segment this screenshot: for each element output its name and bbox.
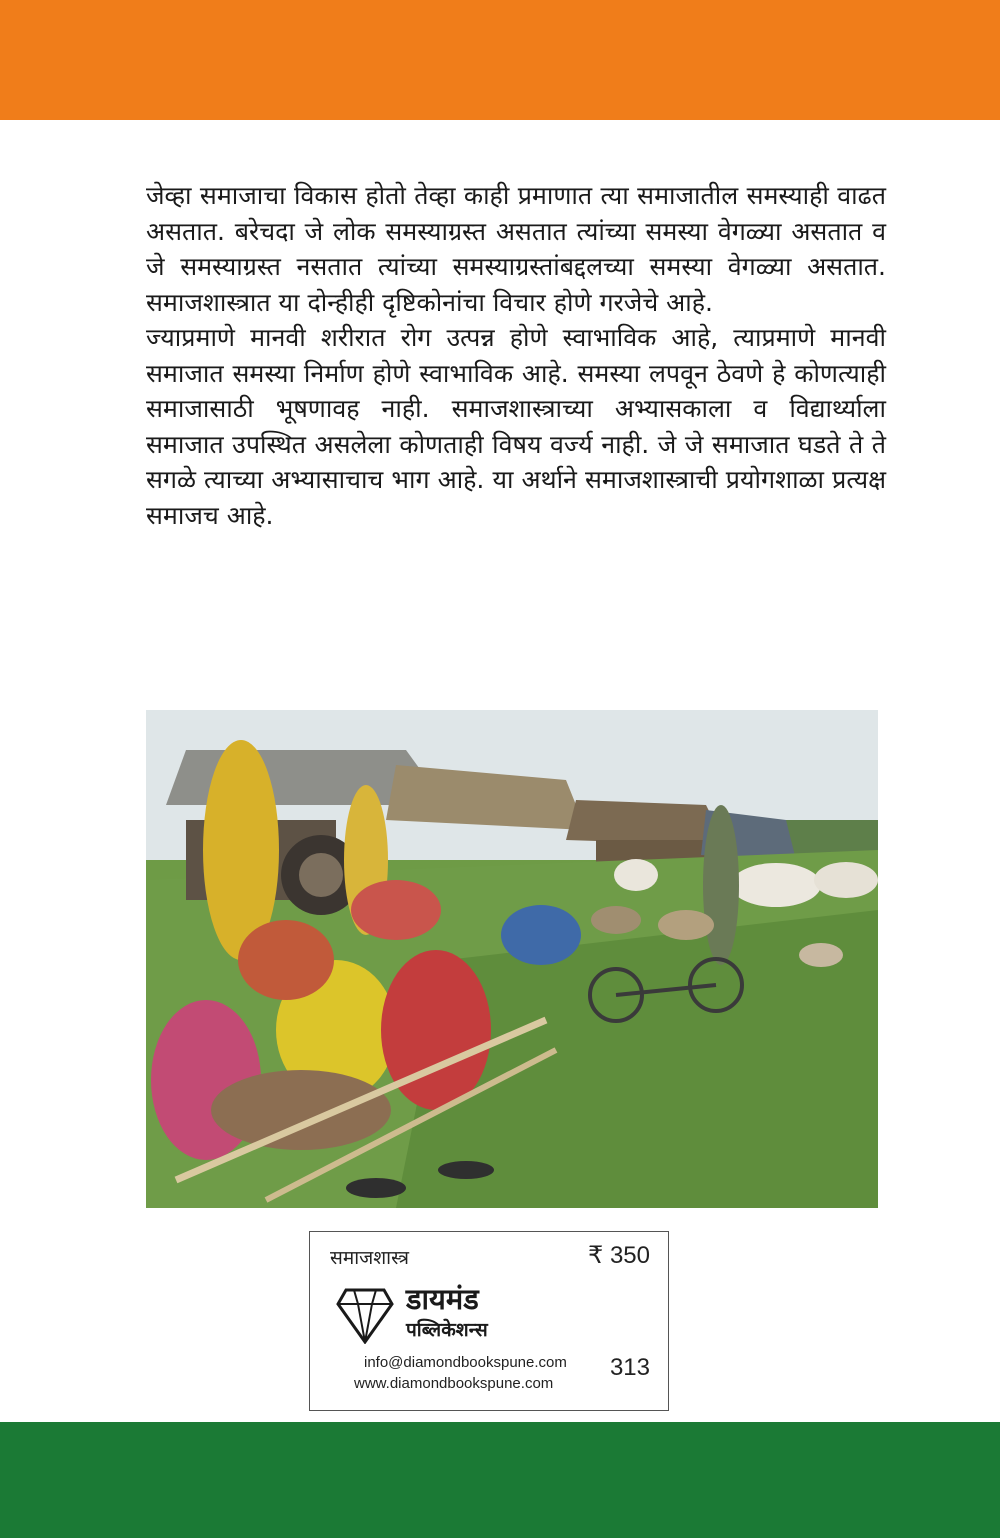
publisher-email: info@diamondbookspune.com [364,1354,567,1371]
price-publisher-box [309,1231,669,1411]
blurb-paragraph-2: ज्याप्रमाणे मानवी शरीरात रोग उत्पन्न होणे स्वाभाविक आहे, त्याप्रमाणे मानवी समाजात समस्या निर्माण होणे स्वाभाविक आहे. समस्या लपवून ठेवणे हे कोणत्याही समाजासाठी भूषणावह नाही. समाजशास्त्राच्या अभ्यासकाला व विद्यार्थ्याला समाजात उपस्थित असलेला कोणताही विषय वर्ज्य नाही. जे जे समाजात घडते ते ते सगळे त्याच्या अभ्यासाचाच भाग आहे. या अर्थाने समाजशास्त्राची प्रयोगशाळा प्रत्यक्ष समाजच आहे. [146,323,886,530]
publisher-name: डायमंड [406,1282,479,1316]
book-code: 313 [609,1354,650,1381]
cover-photo [146,710,878,1208]
back-cover-blurb [146,178,886,533]
diamond-logo-icon [336,1288,394,1344]
blurb-paragraph-1: जेव्हा समाजाचा विकास होतो तेव्हा काही प्रमाणात त्या समाजातील समस्याही वाढत असतात. बरेचदा जे लोक समस्याग्रस्त असतात त्यांच्या समस्या वेगळ्या असतात व जे समस्याग्रस्त नसतात त्यांच्या समस्याग्रस्तांबद्दलच्या समस्या वेगळ्या असतात. समाजशास्त्रात या दोन्हीही दृष्टिकोनांचा विचार होणे गरजेचे आहे. [146,181,886,317]
price-label: ₹ 350 [588,1242,650,1269]
subject-label: समाजशास्त्र [330,1247,409,1269]
publisher-subtitle: पब्लिकेशन्स [406,1319,488,1341]
publisher-website: www.diamondbookspune.com [354,1375,554,1392]
bottom-green-band [0,1422,1000,1538]
top-orange-band [0,0,1000,120]
